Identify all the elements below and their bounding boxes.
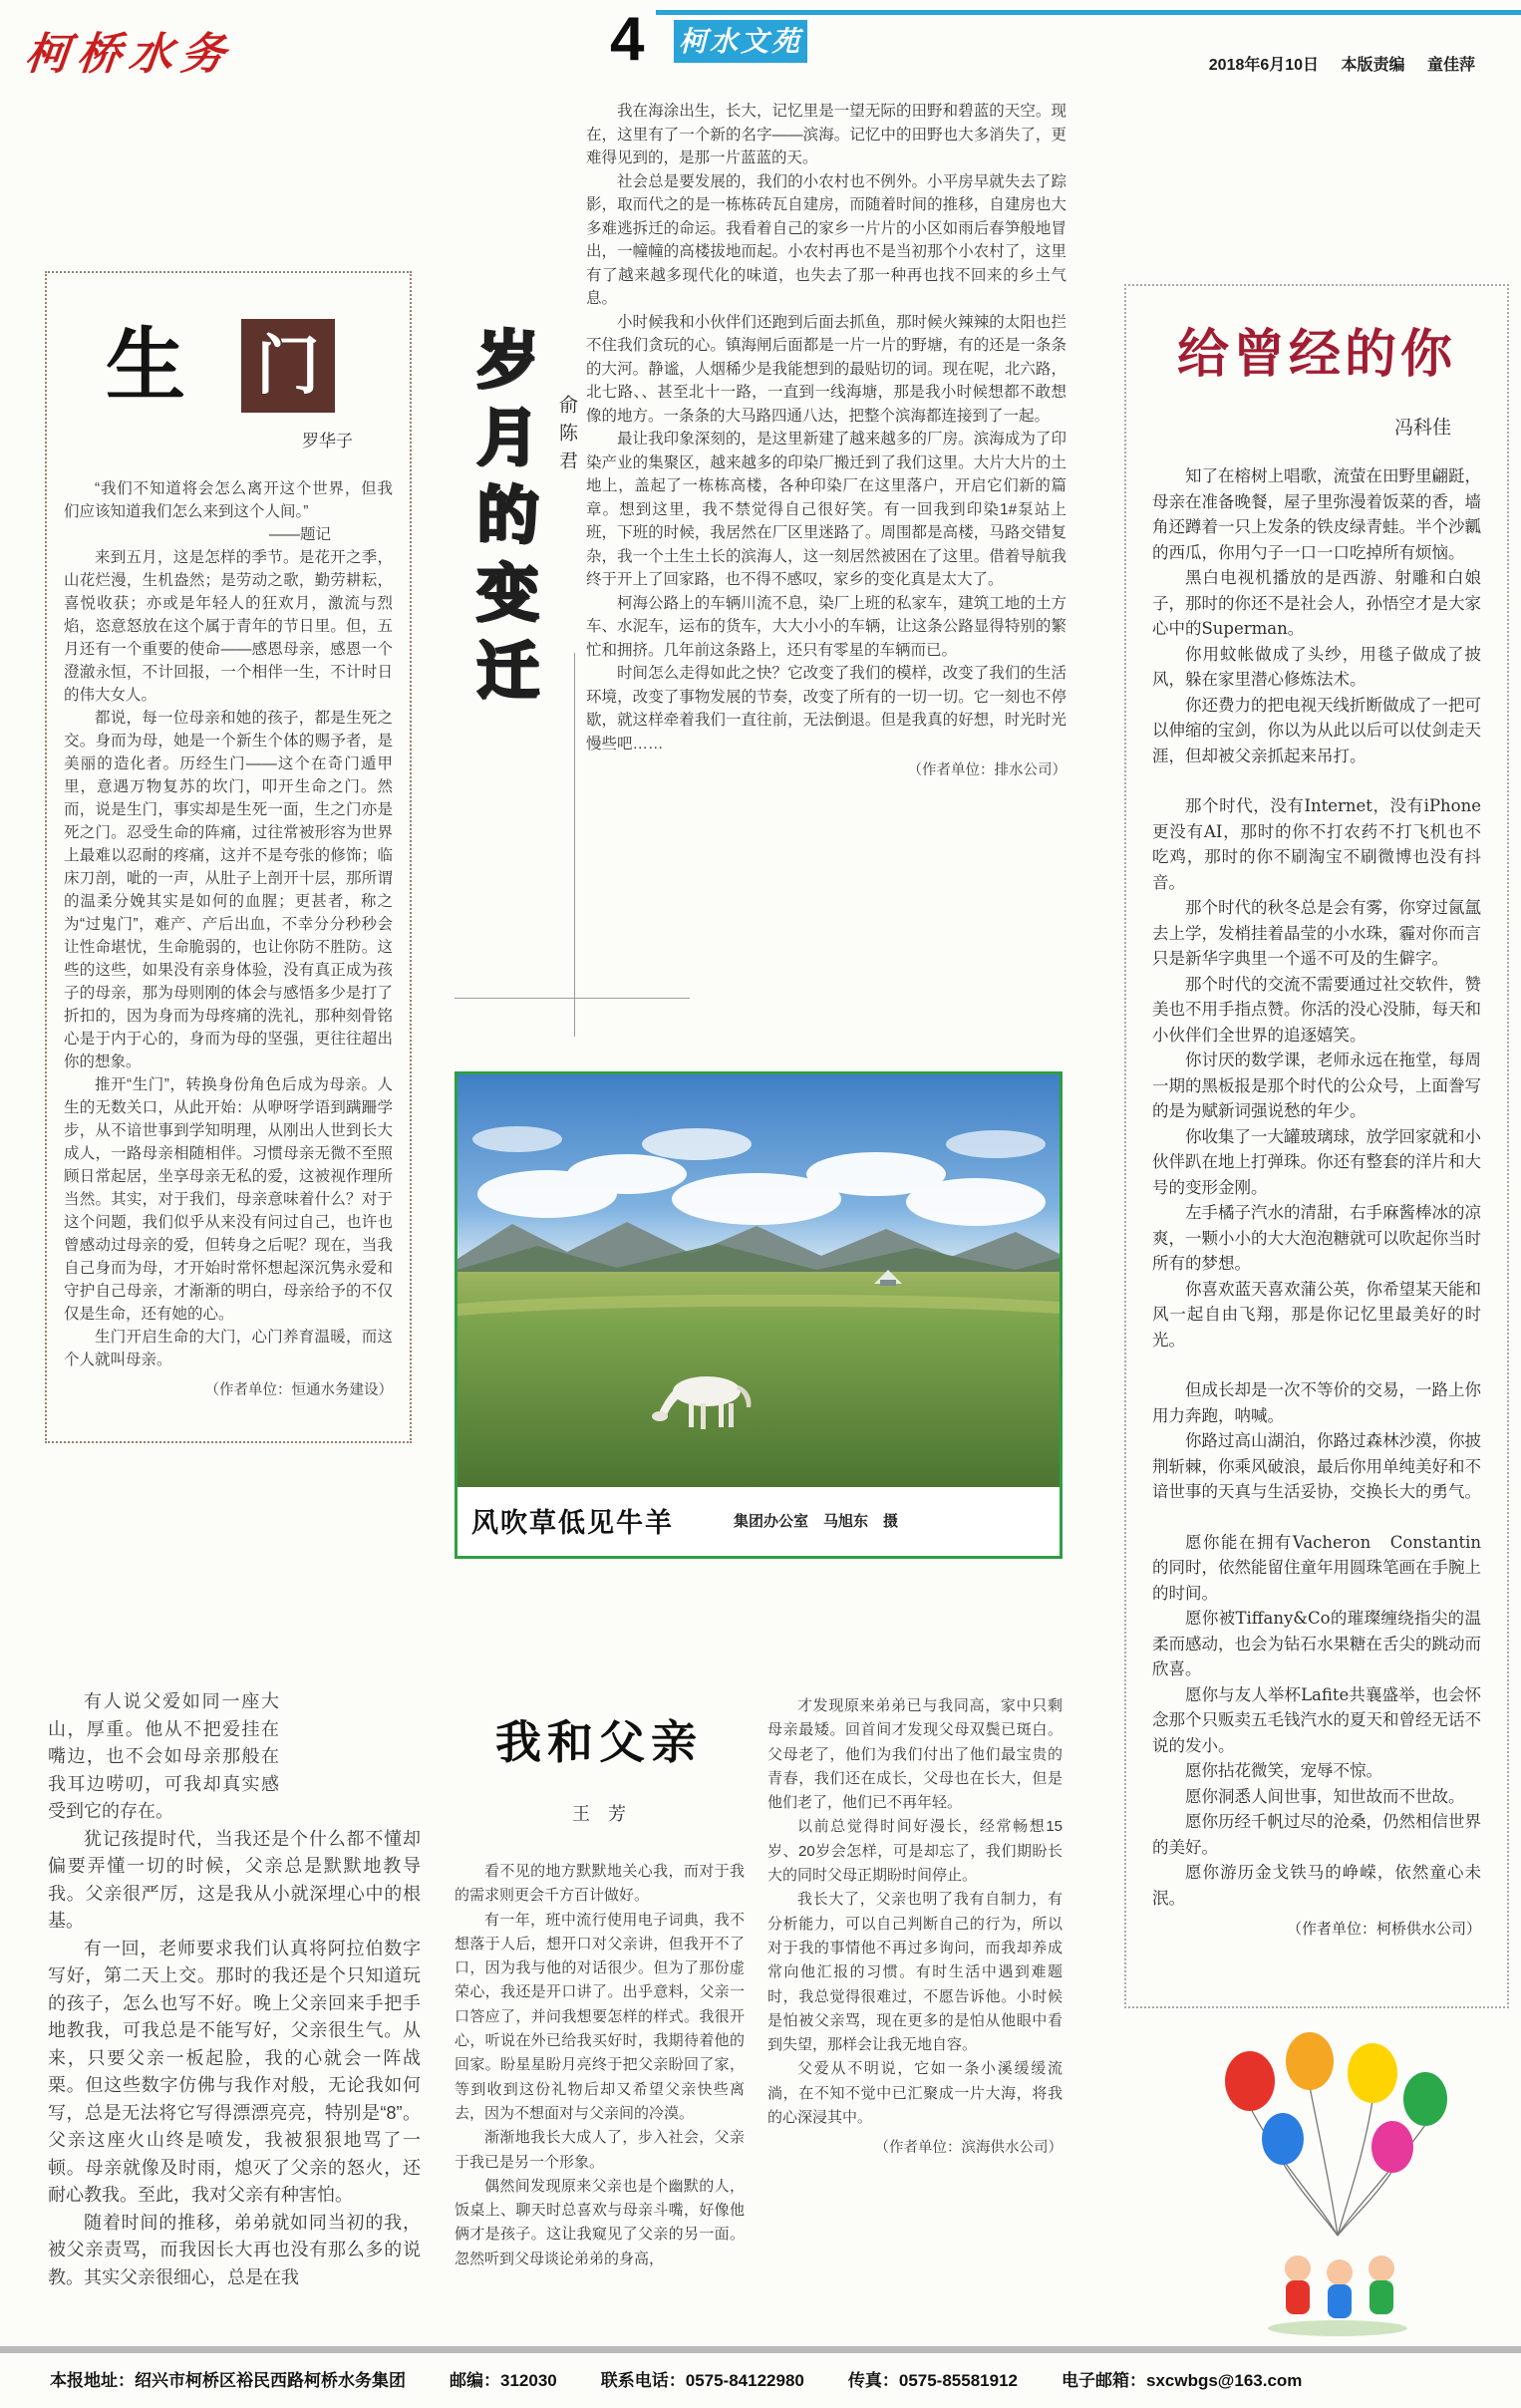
paragraph-list <box>64 546 393 1371</box>
footer-label: 邮编： <box>450 2371 500 2390</box>
footer-label: 传真： <box>847 2371 899 2390</box>
paragraph: 来到五月，这是怎样的季节。是花开之季，山花烂漫，生机盎然；是劳动之歌，勤劳耕耘，喜悦收获；亦或是年轻人的狂欢月，激流与烈焰，恣意怒放在这个属于青年的节日里。但，五月还有一个重要的使命——感恩母亲，感恩一个澄澈永恒，不计回报，一个相伴一生，不计时日的伟大女人。 <box>64 549 393 704</box>
cartoon-children <box>1268 2256 1407 2336</box>
photo-frame <box>455 1071 1063 1559</box>
paragraph-list <box>586 100 1066 755</box>
photo-caption-row <box>457 1487 1060 1553</box>
article-body <box>64 477 393 1402</box>
paragraph: 看不见的地方默默地关心我，而对于我的需求则更会千方百计做好。 <box>455 1863 745 1905</box>
footer <box>50 2366 1475 2391</box>
footer-value: sxcwbgs@163.com <box>1145 2371 1303 2390</box>
footer-value: 0575-84122980 <box>685 2371 804 2390</box>
footer-rule <box>0 2346 1521 2353</box>
byline: （作者单位：滨海供水公司） <box>874 2140 1063 2157</box>
paragraph: 那个时代，没有Internet，没有iPhone更没有AI，那时的你不打农药不打飞机也不吃鸡，那时的你不刷淘宝不刷微博也没有抖音。 <box>1152 796 1481 892</box>
byline: （作者单位：柯桥供水公司） <box>1286 1920 1481 1938</box>
photo-caption: 风吹草低见牛羊 <box>471 1507 674 1538</box>
paragraph: 你路过高山湖泊，你路过森林沙漠，你披荆斩棘，你乘风破浪，最后你用单纯美好和不谙世事的天真与生活妥协，交换长大的勇气。 <box>1152 1431 1481 1501</box>
dateline <box>1209 52 1475 75</box>
paragraph: 愿你被Tiffany&Co的璀璨缠绕指尖的温柔而感动，也会为钻石水果糖在舌尖的跳动而欣喜。 <box>1152 1609 1481 1678</box>
author-name: 王 芳 <box>572 1804 626 1825</box>
paragraph: 但成长却是一次不等价的交易，一路上你用力奔跑，呐喊。 <box>1152 1380 1481 1425</box>
paragraph: 以前总觉得时间好漫长，经常畅想15岁、20岁会怎样，可是却忘了，我们期盼长大的同时父母正期盼时间停止。 <box>767 1818 1063 1885</box>
paragraph-list <box>767 1694 1063 2130</box>
paragraph: 渐渐地我长大成人了，步入社会，父亲于我已是另一个形象。 <box>455 2129 745 2171</box>
editor-name: 童佳萍 <box>1426 57 1475 74</box>
paragraph-list <box>455 1860 745 2271</box>
footer-label: 电子邮箱： <box>1061 2371 1146 2390</box>
epigraph: “我们不知道将会怎么离开这个世界，但我们应该知道我们怎么来到这个人间。” <box>64 480 393 520</box>
paragraph: 父爱从不明说，它如一条小溪缓缓流淌，在不知不觉中已汇聚成一片大海，将我的心深浸其中。 <box>767 2060 1063 2127</box>
paragraph: 愿你洞悉人间世事，知世故而不世故。 <box>1185 1786 1465 1806</box>
horizontal-divider <box>455 998 690 999</box>
footer-fax <box>848 2366 1018 2391</box>
paragraph: 愿你能在拥有Vacheron Constantin的同时，依然能留住童年用圆珠笔画在手腕上的时间。 <box>1152 1532 1481 1603</box>
paragraph: 最让我印象深刻的，是这里新建了越来越多的厂房。滨海成为了印染产业的集聚区，越来越多的印染厂搬迁到了我们这里。大片大片的土地上，盖起了一栋栋高楼，各种印染厂在这里落户，开启它们新的篇章。想到这里，我不禁觉得自己很好笑。有一回我到印染1#泵站上班，下班的时候，我居然在厂区里迷路了。周围都是高楼，马路交错复杂，我一个土生土长的滨海人，这一刻居然被困在了这里。借着导航我终于开上了回家路，也不得不感叹，家乡的变化真是太大了。 <box>586 431 1066 588</box>
footer-value: 312030 <box>500 2371 557 2390</box>
paragraph: 随着时间的推移，弟弟就如同当初的我，被父亲责骂，而我因长大再也没有那么多的说教。其实父亲很细心，总是在我 <box>48 2212 421 2287</box>
article-geiceng-title: 给曾经的你 <box>1176 324 1456 385</box>
article-fuqin-col2 <box>455 1860 745 2271</box>
paragraph: 生门开启生命的大门，心门养育温暖，而这个人就叫母亲。 <box>64 1329 393 1368</box>
footer-postcode <box>450 2366 557 2391</box>
footer-value: 绍兴市柯桥区裕民西路柯桥水务集团 <box>135 2371 406 2390</box>
grassland-photo <box>457 1074 1060 1487</box>
editor-label: 本版责编 <box>1341 57 1405 74</box>
header-rule <box>656 10 1521 15</box>
section-badge: 柯水文苑 <box>674 20 807 63</box>
paragraph: 愿你游历金戈铁马的峥嵘，依然童心未泯。 <box>1152 1863 1481 1908</box>
paragraph-list <box>48 1826 421 2292</box>
page-number: 4 <box>610 5 645 74</box>
paragraph: 我在海涂出生，长大，记忆里是一望无际的田野和碧蓝的天空。现在，这里有了一个新的名字——滨海。记忆中的田野也大多消失了，更难得见到的，是那一片蓝蓝的天。 <box>586 103 1066 166</box>
paragraph: 有一回，老师要求我们认真将阿拉伯数字写好，第二天上交。那时的我还是个只知道玩的孩子，怎么也写不好。晚上父亲回来手把手地教我，可我总是不能写好，父亲很生气。从来，只要父亲一板起脸，我的心就会一阵战栗。但这些数字仿佛与我作对般，无论我如何写，总是无法将它写得漂漂亮亮，特别是“8”。父亲这座火山终是喷发，我被狠狠地骂了一顿。母亲就像及时雨，熄灭了父亲的怒火，还耐心教我。至此，我对父亲有种害怕。 <box>48 1938 421 2205</box>
paragraph: 愿你拈花微笑，宠辱不惊。 <box>1185 1761 1382 1780</box>
paragraph: 推开“生门”，转换身份角色后成为母亲。人生的无数关口，从此开始：从咿呀学语到蹒跚学步，从不谙世事到学知明理，从刚出人世到长大成人，一路母亲相随相伴。习惯母亲无微不至照顾日常起居，坐享母亲无私的爱，这被视作理所当然。其实，对于我们，母亲意味着什么？对于这个问题，我们似乎从来没有问过自己，也许也曾感动过母亲的爱，但转身之后呢？现在，当我自己身而为母，才开始时常怀想起深沉隽永爱和守护自己母亲，才渐渐的明白，母亲给予的不仅仅是生命，还有她的心。 <box>64 1076 393 1323</box>
paragraph: 柯海公路上的车辆川流不息，染厂上班的私家车，建筑工地的土方车、水泥车，运布的货车，大大小小的车辆，让这条公路显得特别的繁忙和拥挤。几年前这条路上，还只有零星的车辆而已。 <box>586 594 1066 659</box>
paragraph-list <box>1152 463 1481 1911</box>
title-char-men-block: 门 <box>241 319 335 413</box>
paragraph: 才发现原来弟弟已与我同高，家中只剩母亲最矮。回首间才发现父母双鬓已斑白。父母老了，他们为我们付出了他们最宝贵的青春，我们还在成长，父母也在长大，但是他们老了，他们已不再年轻。 <box>767 1697 1063 1812</box>
author-name: 冯科佳 <box>1393 417 1451 439</box>
article-suiyue-title: 岁月的变迁 <box>467 327 536 716</box>
paragraph: 那个时代的交流不需要通过社交软件，赞美也不用手指点赞。你活的没心没肺，每天和小伙伴们全世界的追逐嬉笑。 <box>1152 974 1481 1045</box>
footer-label: 联系电话： <box>600 2371 686 2390</box>
footer-label: 本报地址： <box>50 2371 135 2390</box>
epigraph-attrib: ——题记 <box>268 526 331 543</box>
paragraph: 你用蚊帐做成了头纱，用毯子做成了披风，躲在家里潜心修炼法术。 <box>1152 644 1481 689</box>
paragraph: 时间怎么走得如此之快？它改变了我们的模样，改变了我们的生活环境，改变了事物发展的节奏，改变了所有的一切一切。它一刻也不停歇，就这样牵着我们一直往前，无法倒退。但是我真的好想，时光时光慢些吧…… <box>586 665 1066 752</box>
paragraph: 你喜欢蓝天喜欢蒲公英，你希望某天能和风一起自由飞翔，那是你记忆里最美好的时光。 <box>1152 1279 1481 1350</box>
paragraph: 你讨厌的数学课，老师永远在拖堂，每周一期的黑板报是那个时代的公众号，上面誊写的是为赋新词强说愁的年少。 <box>1152 1051 1481 1120</box>
byline: （作者单位：排水公司） <box>907 762 1066 778</box>
balloons-clipart <box>1188 2021 1487 2342</box>
photo-credit: 集团办公室 马旭东 摄 <box>734 1512 899 1530</box>
paragraph: 愿你历经千帆过尽的沧桑，仍然相信世界的美好。 <box>1152 1812 1481 1857</box>
paragraph: 有人说父爱如同一座大山，厚重。他从不把爱挂在嘴边，也不会如母亲那般在我耳边唠叨，可我却真实感受到它的存在。 <box>48 1691 279 1821</box>
article-shengmen <box>45 271 412 1443</box>
paragraph: 社会总是要发展的，我们的小农村也不例外。小平房早就失去了踪影，取而代之的是一栋栋砖瓦自建房，而随着时间的推移，自建房也大多难逃拆迁的命运。我看着自己的家乡一片片的小区如雨后春笋般地冒出，一幢幢的高楼拔地而起。小农村再也不是当初那个小农村了，这里有了越来越多现代化的味道，也失去了那一种再也找不回来的乡土气息。 <box>586 172 1066 307</box>
article-body <box>1152 463 1481 1943</box>
paragraph: 黑白电视机播放的是西游、射雕和白娘子，那时的你还不是社会人，孙悟空才是大家心中的Superman。 <box>1152 568 1481 638</box>
paragraph: 愿你与友人举杯Lafite共襄盛举，也会怀念那个只贩卖五毛钱汽水的夏天和曾经无话不说的发小。 <box>1152 1684 1481 1755</box>
title-char-sheng: 生 <box>106 321 185 410</box>
paragraph: 偶然间发现原来父亲也是个幽默的人，饭桌上、聊天时总喜欢与母亲斗嘴，好像他俩才是孩子。这让我窥见了父亲的另一面。忽然听到父母谈论弟弟的身高， <box>455 2177 745 2267</box>
masthead-logo: 柯桥水务 <box>22 29 236 80</box>
paragraph: 有一年，班中流行使用电子词典，我不想落于人后，想开口对父亲讲，但我开不了口，因为我与他的对话很少。但为了那份虚荣心，我还是开口讲了。出乎意料，父亲一口答应了，并问我想要怎样的样式。我很开心，听说在外已给我买好时，我期待着他的回家。盼星星盼月亮终于把父亲盼回了家，等到收到这份礼物后却又希望父亲快些离去，因为不想面对与父亲间的冷漠。 <box>455 1911 745 2122</box>
footer-value: 0575-85581912 <box>898 2371 1018 2390</box>
footer-email <box>1062 2366 1302 2391</box>
paragraph: 都说，每一位母亲和她的孩子，都是生死之交。身而为母，她是一个新生个体的赐予者，是美丽的造化者。历经生门——这个在奇门遁甲里，意遇万物复苏的坎门，叩开生命之门。然而，说是生门，事实却是生死一面，生之门亦是死之门。忍受生命的阵痛，过往常被形容为世界上最难以忍耐的疼痛，这并不是夸张的修饰；临床刀剖，呲的一声，从肚子上剖开十层，那所谓的温柔分娩其实是如何的血腥；更甚者，称之为“过鬼门”，难产、产后出血，不幸分分秒秒会让性命堪忧，生命脆弱的，也让你防不胜防。这些的这些，如果没有亲身体验，没有真正成为孩子的母亲，那为母则刚的体会与感悟多少是打了折扣的，因为身而为母疼痛的洗礼，那种刻骨铭心是于内于心的，身而为母的坚强，更往往超出你的想象。 <box>64 710 393 1070</box>
issue-date: 2018年6月10日 <box>1208 57 1320 74</box>
author-name: 罗华子 <box>302 432 353 452</box>
footer-phone <box>601 2366 804 2391</box>
article-shengmen-title <box>106 319 393 413</box>
paragraph: 左手橘子汽水的清甜，右手麻酱棒冰的凉爽，一颗小小的大大泡泡糖就可以吹起你当时所有的梦想。 <box>1152 1203 1481 1273</box>
article-fuqin-col1 <box>48 1688 421 2291</box>
paragraph: 我长大了，父亲也明了我有自制力，有分析能力，可以自己判断自己的行为，所以对于我的事情他不再过多询问，而我却养成常向他汇报的习惯。有时生活中遇到难题时，我总觉得很难过，不愿告诉他。小时候是怕被父亲骂，现在更多的是怕从他眼中看到失望，那样会让我无地自容。 <box>767 1891 1063 2054</box>
article-geiceng <box>1124 284 1509 2008</box>
paragraph: 犹记孩提时代，当我还是个什么都不懂却偏要弄懂一切的时候，父亲总是默默地教导我。父亲很严厉，这是我从小就深埋心中的根基。 <box>48 1828 421 1931</box>
author-name: 俞陈君 <box>556 395 578 478</box>
paragraph: 小时候我和小伙伴们还跑到后面去抓鱼，那时候火辣辣的太阳也拦不住我们贪玩的心。镇海闸后面都是一片一片的野塘，有的还是一条条的大河。静谧，人烟稀少是我能想到的最贴切的词。现在呢，北六路，北七路、、甚至北十一路，一直到一线海塘，那是我小时候想都不敢想像的地方。一条条的大马路四通八达，把整个滨海都连接到了一起。 <box>586 313 1066 425</box>
vertical-divider <box>574 653 575 1037</box>
paragraph: 你收集了一大罐玻璃球，放学回家就和小伙伴趴在地上打弹珠。你还有整套的洋片和大号的变形金刚。 <box>1152 1126 1481 1197</box>
paragraph: 那个时代的秋冬总是会有雾，你穿过氤氲去上学，发梢挂着晶莹的小水珠，霾对你而言只是新华字典里一个遥不可及的生僻字。 <box>1152 898 1481 968</box>
article-suiyue <box>586 100 1066 783</box>
paragraph: 你还费力的把电视天线折断做成了一把可以伸缩的宝剑，你以为从此以后可以仗剑走天涯，但却被父亲抓起来吊打。 <box>1152 695 1481 765</box>
byline: （作者单位：恒通水务建设） <box>204 1382 393 1398</box>
paragraph: 知了在榕树上唱歌，流萤在田野里翩跹，母亲在准备晚餐，屋子里弥漫着饭菜的香，墙角还蹲着一只上发条的铁皮绿青蛙。半个沙瓤的西瓜，你用勺子一口一口吃掉所有烦恼。 <box>1152 466 1481 562</box>
article-fuqin-col3 <box>767 1694 1063 2161</box>
footer-address <box>50 2366 406 2391</box>
article-fuqin-title: 我和父亲 <box>495 1716 703 1768</box>
